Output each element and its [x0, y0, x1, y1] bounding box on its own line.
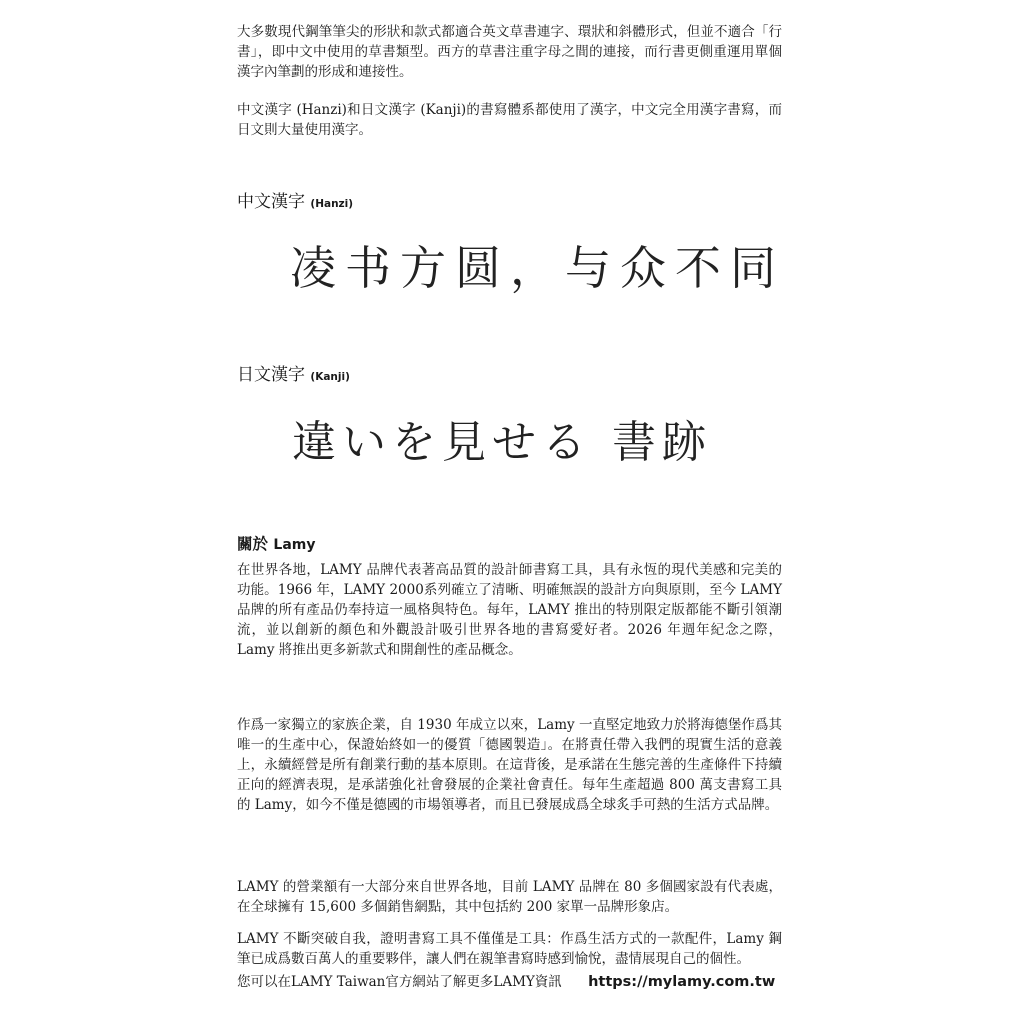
intro-text-1: 大多數現代鋼筆筆尖的形狀和款式都適合英文草書連字、環狀和斜體形式，但並不適合「行書」，即中文中使用的草書類型。西方的草書注重字母之間的連接，而行書更側重運用單個漢字內筆劃的形成和連接性。 [237, 24, 782, 80]
hanzi-heading-latin: (Hanzi) [310, 198, 354, 210]
kanji-calligraphy-sample: 違いを見せる 書跡 [292, 417, 712, 468]
hanzi-heading-text: 中文漢字 [237, 192, 305, 212]
hanzi-calligraphy-sample: 凌书方圆，与众不同 [290, 241, 785, 295]
about-text-4: LAMY 不斷突破自我，證明書寫工具不僅僅是工具：作爲生活方式的一款配件，Lamy 鋼筆已成爲數百萬人的重要夥伴，讓人們在親筆書寫時感到愉悅，盡情展現自己的個性。 [237, 931, 782, 967]
kanji-heading-text: 日文漢字 [237, 365, 305, 385]
about-paragraph-4 [237, 929, 782, 969]
about-heading [237, 534, 782, 555]
about-text-3: LAMY 的營業額有一大部分來自世界各地，目前 LAMY 品牌在 80 多個國家設有代表處，在全球擁有 15,600 多個銷售網點，其中包括約 200 家單一品牌形象店。 [237, 879, 782, 915]
intro-paragraph-1 [237, 22, 782, 82]
kanji-heading-latin: (Kanji) [310, 371, 350, 383]
footer-text: 您可以在LAMY Taiwan官方網站了解更多LAMY資訊 [237, 974, 562, 990]
hanzi-heading [237, 191, 782, 215]
about-paragraph-2 [237, 715, 782, 815]
footer [237, 972, 782, 992]
intro-paragraph-2 [237, 100, 782, 140]
about-paragraph-1 [237, 560, 782, 660]
kanji-heading [237, 364, 782, 388]
about-paragraph-3 [237, 877, 782, 917]
about-text-2: 作爲一家獨立的家族企業，自 1930 年成立以來，Lamy 一直堅定地致力於將海德堡作爲其唯一的生產中心，保證始終如一的優質「德國製造」。在將責任帶入我們的現實生活的意義上，永續經營是所有創業行動的基本原則。在這背後，是承諾在生態完善的生產條件下持續正向的經濟表現，是承諾強化社會發展的企業社會責任。每年生產超過 800 萬支書寫工具的 Lamy，如今不僅是德國的市場領導者，而且已發展成爲全球炙手可熱的生活方式品牌。 [237, 717, 782, 813]
about-text-1: 在世界各地，LAMY 品牌代表著高品質的設計師書寫工具，具有永恆的現代美感和完美的功能。1966 年，LAMY 2000系列確立了清晰、明確無誤的設計方向與原則，至今 LAMY品牌的所有產品仍奉持這一風格與特色。每年，LAMY 推出的特別限定版都能不斷引領潮流，並以創新的顏色和外觀設計吸引世界各地的書寫愛好者。2026 年週年紀念之際，Lamy 將推出更多新款式和開創性的產品概念。 [237, 562, 782, 658]
about-heading-latin: Lamy [273, 537, 316, 553]
intro-text-2: 中文漢字 (Hanzi)和日文漢字 (Kanji)的書寫體系都使用了漢字，中文完全用漢字書寫，而日文則大量使用漢字。 [237, 102, 782, 138]
about-heading-text: 關於 [237, 534, 269, 553]
website-link[interactable]: https://mylamy.com.tw [588, 974, 776, 990]
